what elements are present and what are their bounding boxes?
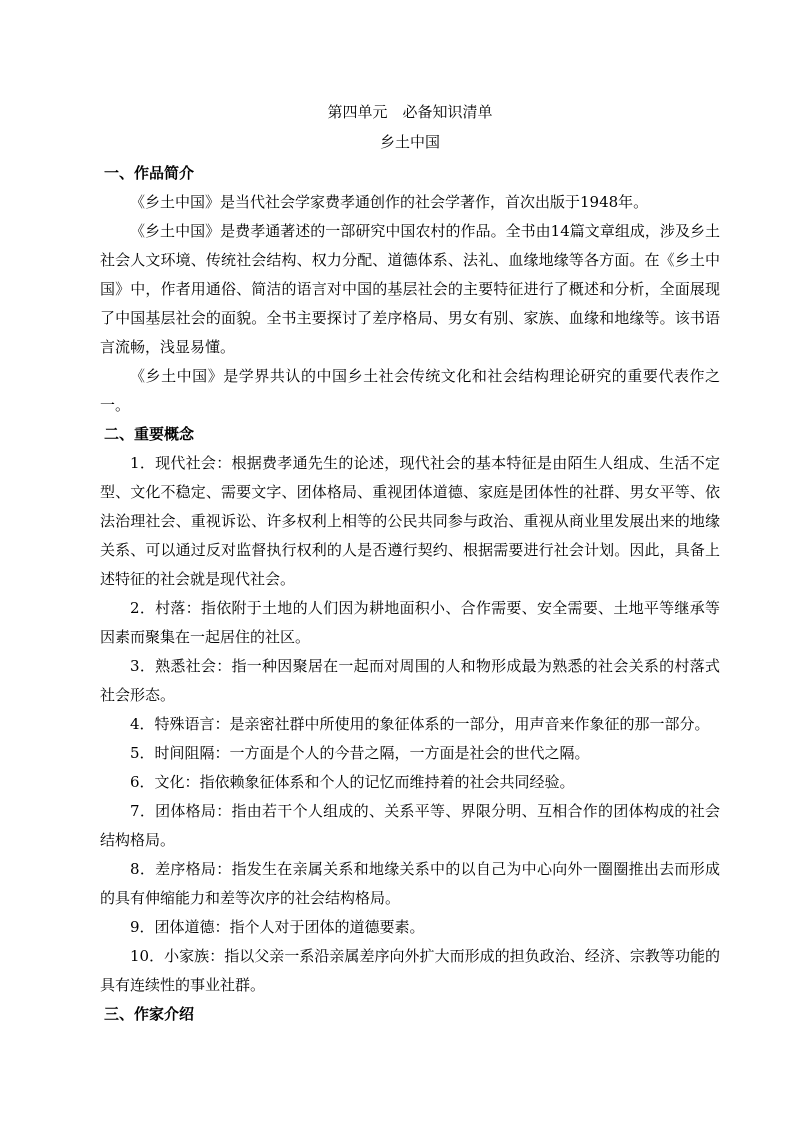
section-author bbox=[100, 1000, 720, 1029]
concept-item: 5．时间阻隔：一方面是个人的今昔之隔，一方面是社会的世代之隔。 bbox=[130, 744, 590, 762]
paragraph: 《乡土中国》是学界共认的中国乡土社会传统文化和社会结构理论研究的重要代表作之一。 bbox=[100, 367, 720, 414]
concept-item: 10．小家族：指以父亲一系沿亲属差序向外扩大而形成的担负政治、经济、宗教等功能的具有连续性的事业社群。 bbox=[100, 947, 720, 994]
paragraph: 《乡土中国》是当代社会学家费孝通创作的社会学著作，首次出版于1948年。 bbox=[130, 193, 649, 211]
section-concepts bbox=[100, 420, 720, 1000]
concept-item: 3．熟悉社会：指一种因聚居在一起而对周围的人和物形成最为熟悉的社会关系的村落式社会形态。 bbox=[100, 657, 720, 704]
document-title: 第四单元 必备知识清单 bbox=[327, 103, 493, 121]
concept-item: 9．团体道德：指个人对于团体的道德要素。 bbox=[130, 918, 425, 936]
section-heading: 一、作品简介 bbox=[104, 164, 195, 182]
concept-item: 2．村落：指依附于土地的人们因为耕地面积小、合作需要、安全需要、土地平等继承等因素而聚集在一起居住的社区。 bbox=[100, 599, 720, 646]
concept-item: 4．特殊语言：是亲密社群中所使用的象征体系的一部分，用声音来作象征的那一部分。 bbox=[130, 715, 710, 733]
concept-item: 1．现代社会：根据费孝通先生的论述，现代社会的基本特征是由陌生人组成、生活不定型、文化不稳定、需要文字、团体格局、重视团体道德、家庭是团体性的社群、男女平等、依法治理社会、重视诉讼、许多权利上相等的公民共同参与政治、重视从商业里发展出来的地缘关系、可以通过反对监督执行权利的人是否遵行契约、根据需要进行社会计划。因此，具备上述特征的社会就是现代社会。 bbox=[100, 454, 720, 588]
document-subtitle: 乡土中国 bbox=[379, 133, 440, 151]
concept-item: 7．团体格局：指由若干个人组成的、关系平等、界限分明、互相合作的团体构成的社会结构格局。 bbox=[100, 802, 720, 849]
concept-item: 8．差序格局：指发生在亲属关系和地缘关系中的以自己为中心向外一圈圈推出去而形成的具有伸缩能力和差等次序的社会结构格局。 bbox=[100, 860, 720, 907]
document-body bbox=[100, 97, 720, 1029]
section-heading: 三、作家介绍 bbox=[104, 1005, 195, 1023]
paragraph: 《乡土中国》是费孝通著述的一部研究中国农村的作品。全书由14篇文章组成，涉及乡土社会人文环境、传统社会结构、权力分配、道德体系、法礼、血缘地缘等各方面。在《乡土中国》中，作者用通俗、简洁的语言对中国的基层社会的主要特征进行了概述和分析，全面展现了中国基层社会的面貌。全书主要探讨了差序格局、男女有别、家族、血缘和地缘等。该书语言流畅，浅显易懂。 bbox=[100, 222, 720, 356]
section-intro bbox=[100, 159, 720, 420]
section-heading: 二、重要概念 bbox=[104, 425, 195, 443]
concept-item: 6．文化：指依赖象征体系和个人的记忆而维持着的社会共同经验。 bbox=[130, 773, 575, 791]
